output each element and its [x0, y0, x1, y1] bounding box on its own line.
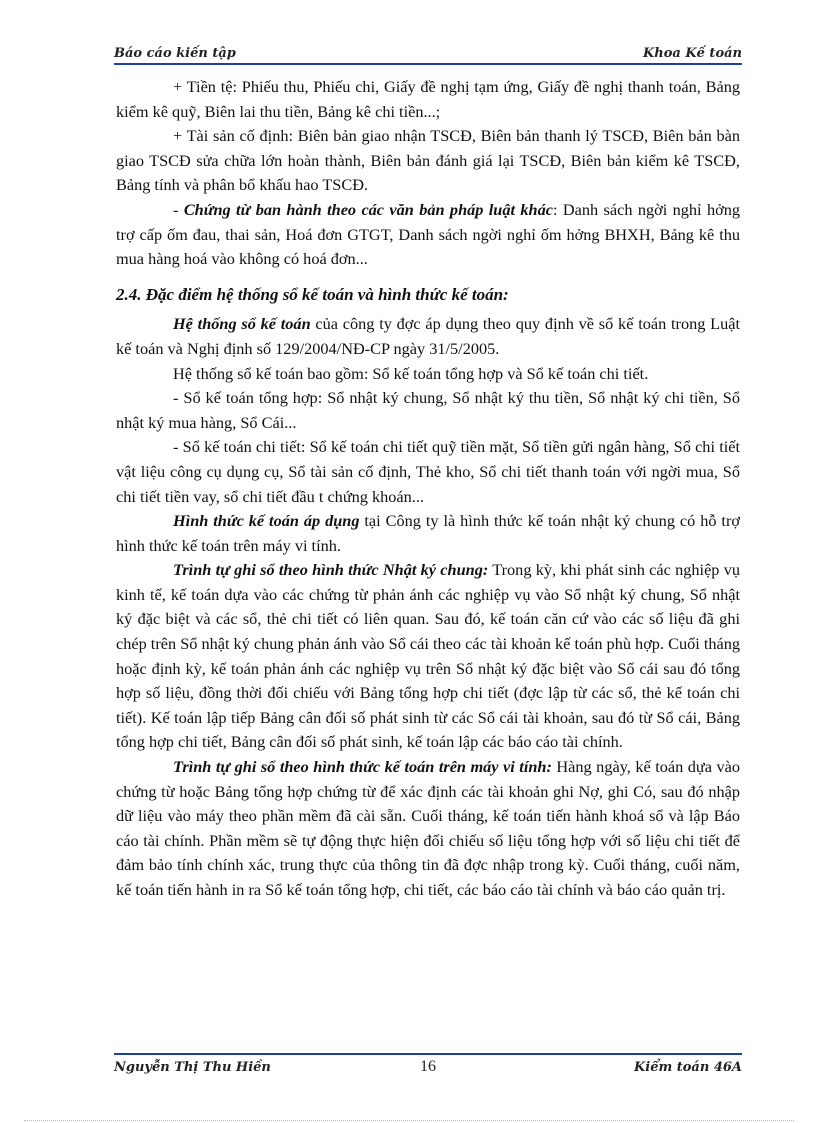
page-bottom-border	[24, 1120, 794, 1122]
emphasis: Trình tự ghi sổ theo hình thức Nhật ký chung:	[173, 560, 489, 580]
header-right: Khoa Kế toán	[642, 46, 742, 61]
paragraph: Trình tự ghi sổ theo hình thức Nhật ký chung: Trong kỳ, khi phát sinh các nghiệp vụ kinh tế, kế toán dựa vào các chứng từ phản ánh các nghiệp vụ vào Sổ nhật ký chung, Sổ nhật ký đặc biệt và các sổ, thẻ chi tiết có liên quan. Sau đó, kế toán căn cứ vào các số liệu đã ghi chép trên Sổ nhật ký chung phản ánh vào Sổ cái theo các tài khoản kế toán phù hợp. Cuối tháng hoặc định kỳ, kế toán phản ánh các nghiệp vụ trên Sổ nhật ký đặc biệt vào Sổ cái sau đó tổng hợp số liệu, đồng thời đối chiếu với Bảng tổng hợp chi tiết (đợc lập từ các sổ, thẻ kế toán chi tiết). Kế toán lập tiếp Bảng cân đối số phát sinh từ các Sổ cái tài khoản, sau đó từ Sổ cái, Bảng tổng hợp chi tiết, Bảng cân đối số phát sinh, kế toán lập các báo cáo tài chính.	[116, 560, 740, 752]
paragraph: - Chứng từ ban hành theo các văn bản pháp luật khác: Danh sách ngời nghỉ hởng trợ cấp ốm đau, thai sản, Hoá đơn GTGT, Danh sách ngời nghỉ ốm hởng BHXH, Bảng kê thu mua hàng hoá vào không có hoá đơn...	[116, 199, 740, 269]
emphasis: Trình tự ghi sổ theo hình thức kế toán trên máy vi tính:	[173, 757, 552, 777]
page-number: 16	[420, 1058, 436, 1075]
paragraph: - Sổ kế toán tổng hợp: Sổ nhật ký chung, Sổ nhật ký thu tiền, Sổ nhật ký chi tiền, Sổ nhật ký mua hàng, Sổ Cái...	[116, 388, 740, 432]
page-footer	[114, 1058, 742, 1078]
emphasis: Hình thức kế toán áp dụng	[173, 511, 360, 531]
paragraph: - Sổ kế toán chi tiết: Sổ kế toán chi tiết quỹ tiền mặt, Sổ tiền gửi ngân hàng, Sổ chi tiết vật liệu công cụ dụng cụ, Sổ tài sản cố định, Thẻ kho, Sổ chi tiết thanh toán với ngời mua, Sổ chi tiết tiền vay, sổ chi tiết đầu t chứng khoán...	[116, 437, 740, 506]
page-header	[114, 44, 742, 62]
emphasis: Chứng từ ban hành theo các văn bản pháp luật khác	[183, 199, 553, 219]
header-left: Báo cáo kiến tập	[114, 46, 236, 61]
body-text	[116, 75, 740, 903]
paragraph: Hình thức kế toán áp dụng tại Công ty là hình thức kế toán nhật ký chung có hỗ trợ hình thức kế toán trên máy vi tính.	[116, 511, 740, 555]
paragraph: Hệ thống sổ kế toán bao gồm: Sổ kế toán tổng hợp và Sổ kế toán chi tiết.	[173, 363, 649, 383]
emphasis: Hệ thống sổ kế toán	[173, 314, 311, 334]
paragraph: + Tiền tệ: Phiếu thu, Phiếu chi, Giấy đề nghị tạm ứng, Giấy đề nghị thanh toán, Bảng kiểm kê quỹ, Biên lai thu tiền, Bảng kê chi tiền...;	[116, 77, 740, 121]
paragraph: Hệ thống sổ kế toán của công ty đợc áp dụng theo quy định về sổ kế toán trong Luật kế toán và Nghị định số 129/2004/NĐ-CP ngày 31/5/2005.	[116, 314, 740, 358]
header-rule	[114, 63, 742, 65]
section-heading: 2.4. Đặc điểm hệ thống sổ kế toán và hình thức kế toán:	[116, 284, 509, 304]
paragraph: Trình tự ghi sổ theo hình thức kế toán trên máy vi tính: Hàng ngày, kế toán dựa vào chứng từ hoặc Bảng tổng hợp chứng từ để xác định các tài khoản ghi Nợ, ghi Có, sau đó nhập dữ liệu vào máy theo phần mềm đã cài sẵn. Cuối tháng, kế toán tiến hành khoá sổ và lập Báo cáo tài chính. Phần mềm sẽ tự động thực hiện đối chiếu số liệu tổng hợp với số liệu chi tiết để đảm bảo tính chính xác, trung thực của thông tin đã đợc nhập trong kỳ. Cuối tháng, cuối năm, kế toán tiến hành in ra Sổ kế toán tổng hợp, chi tiết, các báo cáo tài chính và báo cáo quản trị.	[116, 757, 741, 899]
footer-class: Kiểm toán 46A	[633, 1060, 742, 1075]
footer-author: Nguyễn Thị Thu Hiền	[114, 1060, 271, 1075]
footer-rule	[114, 1053, 742, 1055]
paragraph: + Tài sản cố định: Biên bản giao nhận TSCĐ, Biên bản thanh lý TSCĐ, Biên bản bàn giao TSCĐ sửa chữa lớn hoàn thành, Biên bản đánh giá lại TSCĐ, Biên bản kiểm kê TSCĐ, Bảng tính và phân bổ khấu hao TSCĐ.	[116, 126, 740, 195]
